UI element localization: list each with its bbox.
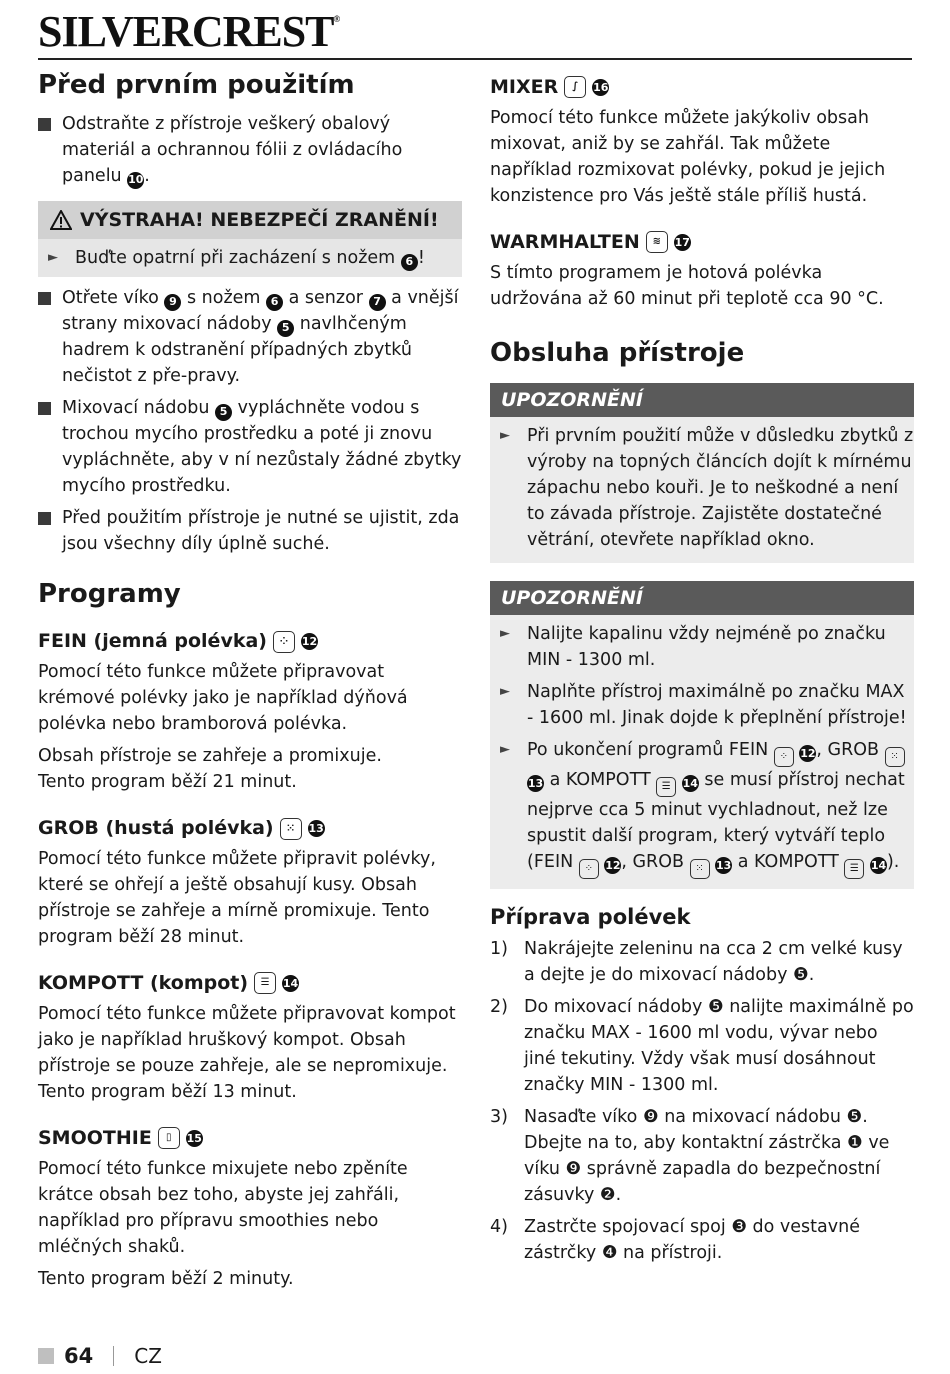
part-number: 14 <box>870 857 887 874</box>
list-item: ► Nalijte kapalinu vždy nejméně po značku MIN - 1300 ml. <box>490 621 914 673</box>
page-number: 64 <box>64 1344 94 1368</box>
right-column <box>490 76 914 1266</box>
programs-title: Programy <box>38 579 181 610</box>
mixer-heading: MIXER ∫ 16 <box>490 76 609 98</box>
grob-program-icon: ⁙ <box>885 747 905 767</box>
footer-divider <box>113 1346 114 1366</box>
step-item: 3) Nasaďte víko ❾ na mixovací nádobu ❺. Dbejte na to, aby kontaktní zástrčka ❶ ve víku ❾ správně zapadla do bezpečnostní zásuvky ❷. <box>490 1106 890 1205</box>
brand-main: SILVER <box>38 7 192 56</box>
first-use-title: Před prvním použitím <box>38 70 355 100</box>
language-code: CZ <box>134 1344 162 1368</box>
grob-program-icon: ⁙ <box>280 818 302 840</box>
list-item: ► Naplňte přístroj maximálně po značku MAX - 1600 ml. Jinak dojde k přeplnění přístroje! <box>490 679 914 731</box>
grob-text: Pomocí této funkce můžete připravit polévky, které se ohřejí a ještě obsahují kusy. Obsah přístroje se zahřeje a mírně promixuje. Tento program běží 28 minut. <box>38 848 436 947</box>
smoothie-text: Tento program běží 2 minuty. <box>38 1268 294 1289</box>
note-box-2 <box>490 581 914 889</box>
warning-list <box>38 239 462 277</box>
list-item: Mixovací nádobu 5 vypláchněte vodou s trochou mycího prostředku a poté ji znovu vypláchněte, aby v ní nezůstaly žádné zbytky mycího prostředku. <box>38 395 462 499</box>
operation-title: Obsluha přístroje <box>490 337 745 368</box>
part-number: 5 <box>215 404 232 421</box>
prep-steps <box>490 936 914 1266</box>
kompott-program-icon: ☰ <box>844 859 864 879</box>
note-title: UPOZORNĚNÍ <box>490 581 914 615</box>
part-number: 14 <box>682 775 699 792</box>
fein-text: Tento program běží 21 minut. <box>38 772 297 793</box>
fein-program-icon: ⁘ <box>774 747 794 767</box>
kompott-program-icon: ☰ <box>254 972 276 994</box>
prep-title: Příprava polévek <box>490 904 691 929</box>
warning-box <box>38 201 462 277</box>
grob-heading: GROB (hustá polévka) ⁙ 13 <box>38 817 324 840</box>
part-number: 10 <box>127 172 144 189</box>
part-number: 6 <box>401 254 418 271</box>
part-number: 13 <box>715 857 732 874</box>
part-number: 5 <box>277 320 294 337</box>
fein-program-icon: ⁘ <box>579 859 599 879</box>
mixer-text: Pomocí této funkce můžete jakýkoliv obsah mixovat, aniž by se zahřál. Tak můžete například rozmixovat polévky, pokud je jejich konzistence pro Vás ještě stále příliš hustá. <box>490 107 886 206</box>
part-number: 13 <box>308 820 325 837</box>
part-number: 15 <box>186 1130 203 1147</box>
smoothie-heading: SMOOTHIE ▯ 15 <box>38 1126 202 1149</box>
list-item: Odstraňte z přístroje veškerý obalový materiál a ochrannou fólii z ovládacího panelu 10. <box>38 111 462 189</box>
list-item: ► Po ukončení programů FEIN ⁘ 12, GROB ⁙ 13 a KOMPOTT ☰ 14 se musí přístroj nechat nejprve cca 5 minut vychladnout, než lze spustit další program, který vytváří teplo (FEIN ⁘ 12, GROB ⁙ 13 a KOMPOTT ☰ 14). <box>490 737 914 879</box>
note-box-1 <box>490 383 914 563</box>
mixer-program-icon: ∫ <box>564 76 586 98</box>
fein-text: Obsah přístroje se zahřeje a promixuje. <box>38 746 382 767</box>
footer-marker <box>38 1348 54 1364</box>
part-number: 6 <box>266 294 283 311</box>
smoothie-text: Pomocí této funkce mixujete nebo zpěníte krátce obsah bez toho, abyste jej zahřáli, například pro přípravu smoothies nebo mléčných shaků. <box>38 1158 408 1257</box>
part-number: 12 <box>799 745 816 762</box>
warmhalten-text: S tímto programem je hotová polévka udržována až 60 minut při teplotě cca 90 °C. <box>490 262 884 309</box>
part-number: 9 <box>164 294 181 311</box>
warning-header <box>38 201 462 239</box>
warmhalten-program-icon: ≋ <box>646 231 668 253</box>
fein-heading: FEIN (jemná polévka) ⁘ 12 <box>38 630 318 653</box>
list-item: ► Buďte opatrní při zacházení s nožem 6 ! <box>38 245 462 271</box>
part-number: 13 <box>527 775 544 792</box>
warning-title: VÝSTRAHA! NEBEZPEČÍ ZRANĚNÍ! <box>80 209 439 232</box>
warning-icon <box>50 210 72 230</box>
part-number: 14 <box>282 975 299 992</box>
fein-program-icon: ⁘ <box>273 631 295 653</box>
kompott-text: Pomocí této funkce můžete připravovat kompot jako je například hruškový kompot. Obsah přístroje se pouze zahřeje, ale se nepromixuje. Tento program běží 13 minut. <box>38 1003 456 1102</box>
list-item: Před použitím přístroje je nutné se ujistit, zda jsou všechny díly úplně suché. <box>38 505 462 557</box>
brand-second: CREST <box>191 7 334 56</box>
brand-reg: ® <box>333 14 340 24</box>
brand-logo <box>38 6 339 57</box>
list-item: Otřete víko 9 s nožem 6 a senzor 7 a vnější strany mixovací nádoby 5 navlhčeným hadrem k odstranění případných zbytků nečistot z pře-pravy. <box>38 285 462 389</box>
warmhalten-heading: WARMHALTEN ≋ 17 <box>490 230 690 253</box>
header-rule <box>38 58 912 60</box>
grob-program-icon: ⁙ <box>690 859 710 879</box>
kompott-program-icon: ☰ <box>656 777 676 797</box>
note-list <box>490 621 914 879</box>
part-number: 12 <box>604 857 621 874</box>
smoothie-program-icon: ▯ <box>158 1127 180 1149</box>
part-number: 16 <box>592 79 609 96</box>
note-title: UPOZORNĚNÍ <box>490 383 914 417</box>
step-item: 2) Do mixovací nádoby ❺ nalijte maximálně po značku MAX - 1600 ml vodu, vývar nebo jiné tekutiny. Vždy však musí dosáhnout značky MIN - 1300 ml. <box>490 996 914 1095</box>
fein-text: Pomocí této funkce můžete připravovat krémové polévky jako je například dýňová polévka nebo bramborová polévka. <box>38 662 408 735</box>
first-use-list <box>38 111 462 189</box>
step-item: 4) Zastrčte spojovací spoj ❸ do vestavné zástrčky ❹ na přístroji. <box>490 1216 860 1263</box>
list-item: ► Při prvním použití může v důsledku zbytků z výroby na topných článcích dojít k mírnému zápachu nebo kouři. Je to neškodné a není to závada přístroje. Zajistěte dostatečné větrání, otevřete například okno. <box>490 423 914 553</box>
kompott-heading: KOMPOTT (kompot) ☰ 14 <box>38 971 299 994</box>
step-item: 1) Nakrájejte zeleninu na cca 2 cm velké kusy a dejte je do mixovací nádoby ❺. <box>490 938 903 985</box>
note-list <box>490 423 914 553</box>
page-footer <box>38 1344 162 1368</box>
left-column <box>38 64 462 1292</box>
part-number: 7 <box>369 294 386 311</box>
part-number: 17 <box>674 234 691 251</box>
part-number: 12 <box>301 633 318 650</box>
cleaning-list <box>38 285 462 557</box>
